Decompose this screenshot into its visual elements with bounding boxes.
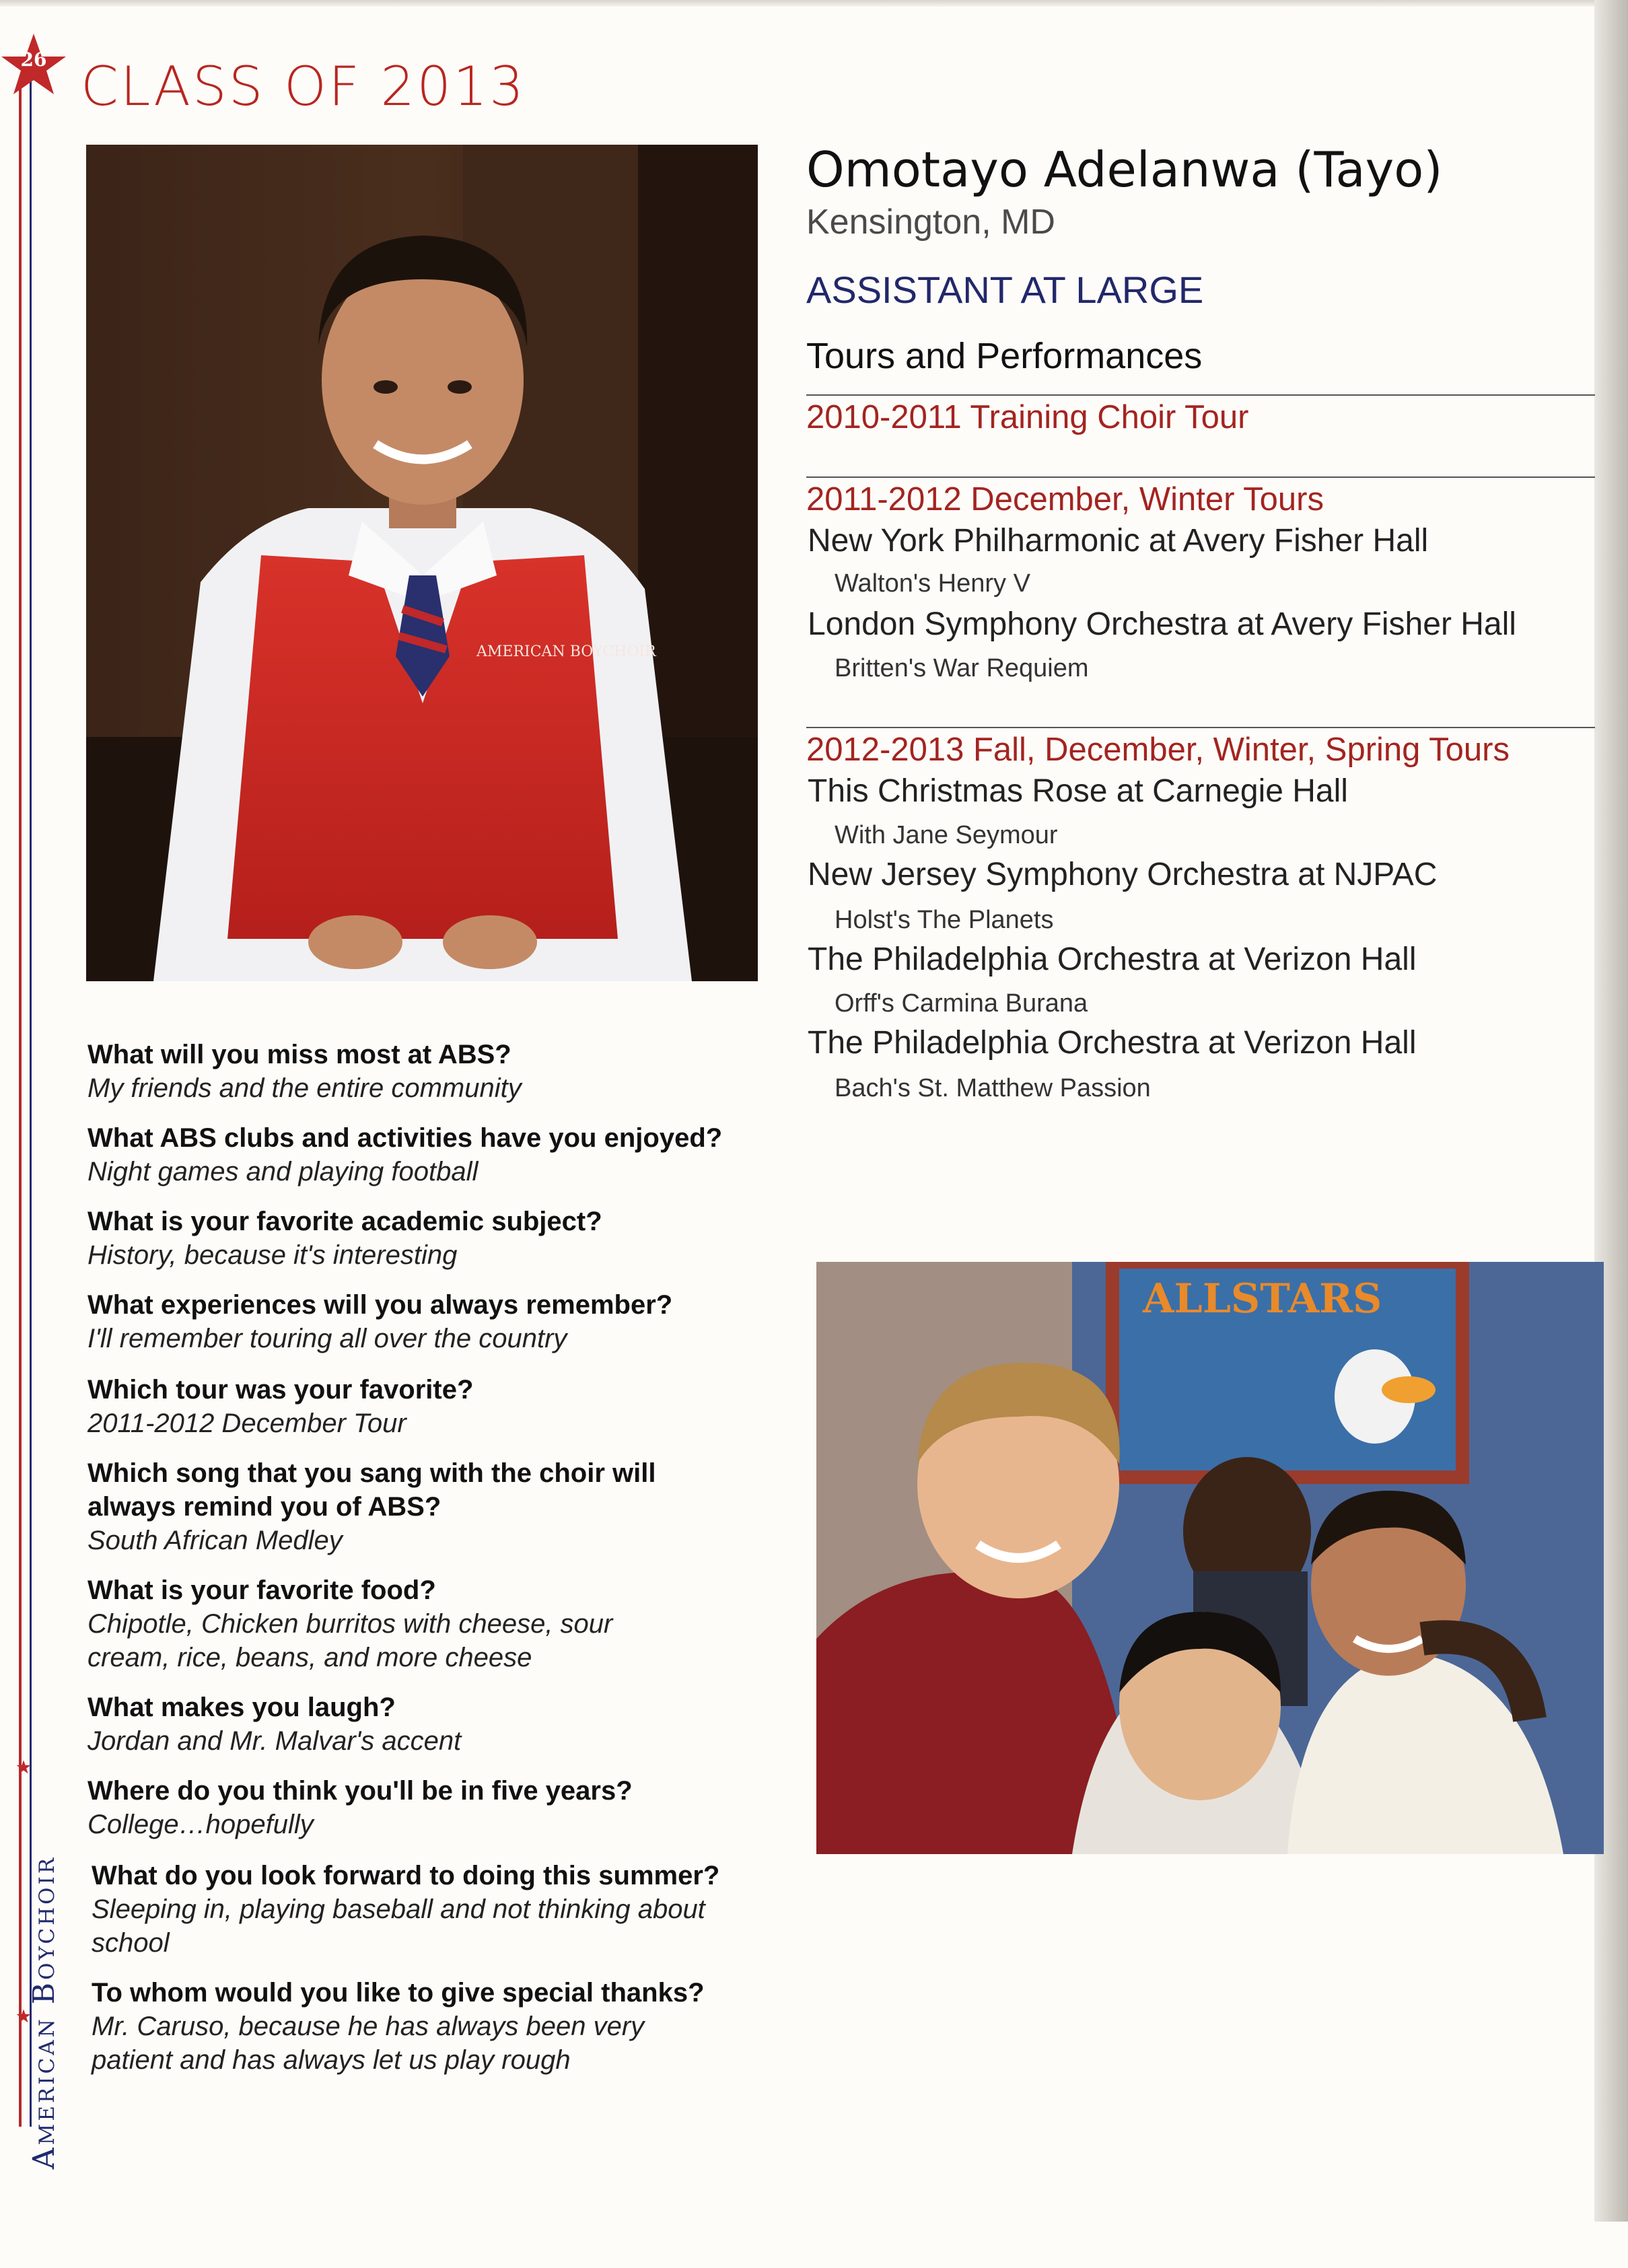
qa-item bbox=[87, 1121, 734, 1189]
qa-question: What will you miss most at ABS? bbox=[87, 1040, 511, 1069]
qa-answer: 2011-2012 December Tour bbox=[87, 1409, 406, 1438]
performance-detail: Walton's Henry V bbox=[835, 569, 1030, 598]
qa-item bbox=[87, 1456, 666, 1557]
qa-question: Which tour was your favorite? bbox=[87, 1375, 474, 1405]
qa-answer: Sleeping in, playing baseball and not thinking about school bbox=[92, 1894, 705, 1958]
qa-answer: College…hopefully bbox=[87, 1810, 314, 1839]
qa-question: What experiences will you always remember? bbox=[87, 1290, 673, 1320]
performance-title: New Jersey Symphony Orchestra at NJPAC bbox=[808, 857, 1438, 892]
qa-answer: Jordan and Mr. Malvar's accent bbox=[87, 1726, 462, 1756]
performance-detail: With Jane Seymour bbox=[835, 821, 1058, 849]
performance-title: New York Philharmonic at Avery Fisher Hall bbox=[808, 523, 1429, 559]
student-role: ASSISTANT AT LARGE bbox=[806, 269, 1204, 311]
qa-item bbox=[87, 1373, 734, 1440]
page-binding-shadow bbox=[1594, 0, 1628, 2222]
qa-question: What makes you laugh? bbox=[87, 1693, 396, 1722]
student-location: Kensington, MD bbox=[806, 203, 1055, 242]
performance-title: London Symphony Orchestra at Avery Fisher Hall bbox=[808, 606, 1516, 642]
qa-question: Which song that you sang with the choir will always remind you of ABS? bbox=[87, 1458, 656, 1522]
qa-answer: My friends and the entire community bbox=[87, 1073, 522, 1103]
performance-title: The Philadelphia Orchestra at Verizon Hall bbox=[808, 942, 1417, 977]
group-photo bbox=[816, 1262, 1604, 1854]
section-rule bbox=[806, 727, 1595, 728]
performance-title: This Christmas Rose at Carnegie Hall bbox=[808, 773, 1348, 809]
brand-text: American Boychoir bbox=[27, 1855, 61, 2170]
qa-answer: I'll remember touring all over the country bbox=[87, 1324, 567, 1353]
qa-answer: History, because it's interesting bbox=[87, 1240, 458, 1270]
qa-item bbox=[87, 1774, 734, 1841]
qa-answer: Mr. Caruso, because he has always been very patient and has always let us play rough bbox=[92, 2012, 645, 2075]
season-title: 2012-2013 Fall, December, Winter, Spring Tours bbox=[806, 732, 1510, 768]
qa-item bbox=[87, 1573, 700, 1674]
qa-question: What is your favorite food? bbox=[87, 1575, 436, 1605]
qa-item bbox=[87, 1288, 734, 1355]
section-rule bbox=[806, 476, 1595, 478]
qa-answer: Night games and playing football bbox=[87, 1157, 479, 1186]
qa-answer: South African Medley bbox=[87, 1526, 343, 1555]
margin-red-line bbox=[19, 81, 22, 2127]
section-rule bbox=[806, 394, 1595, 396]
student-name: Omotayo Adelanwa (Tayo) bbox=[806, 141, 1443, 198]
season-title: 2010-2011 Training Choir Tour bbox=[806, 399, 1249, 435]
performance-detail: Bach's St. Matthew Passion bbox=[835, 1074, 1151, 1102]
brand-star-icon bbox=[16, 1760, 31, 1775]
qa-item bbox=[87, 1691, 734, 1758]
qa-answer: Chipotle, Chicken burritos with cheese, sour cream, rice, beans, and more cheese bbox=[87, 1609, 613, 1672]
class-title: CLASS OF 2013 bbox=[81, 55, 526, 118]
qa-question: What ABS clubs and activities have you enjoyed? bbox=[87, 1123, 723, 1153]
qa-item bbox=[87, 1038, 734, 1105]
performance-detail: Britten's War Requiem bbox=[835, 654, 1089, 682]
performance-detail: Orff's Carmina Burana bbox=[835, 989, 1088, 1018]
page-top-edge bbox=[0, 0, 1628, 7]
qa-item bbox=[92, 1859, 731, 1960]
brand-star-icon bbox=[16, 2009, 31, 2024]
qa-item bbox=[87, 1205, 734, 1272]
portrait-photo bbox=[86, 145, 758, 981]
performance-title: The Philadelphia Orchestra at Verizon Hall bbox=[808, 1025, 1417, 1061]
tours-heading: Tours and Performances bbox=[806, 336, 1203, 376]
page-number: 26 bbox=[20, 48, 47, 71]
vest-logo: AMERICAN BOYCHOIR bbox=[476, 643, 656, 660]
qa-item bbox=[92, 1976, 731, 2077]
qa-question: Where do you think you'll be in five years? bbox=[87, 1776, 633, 1806]
poster-text: ALLSTARS bbox=[1143, 1275, 1382, 1322]
qa-question: What do you look forward to doing this summer? bbox=[92, 1861, 720, 1890]
group-illustration bbox=[816, 1262, 1604, 1854]
season-title: 2011-2012 December, Winter Tours bbox=[806, 481, 1324, 518]
performance-detail: Holst's The Planets bbox=[835, 906, 1054, 934]
vertical-brand bbox=[27, 1757, 67, 2268]
qa-question: What is your favorite academic subject? bbox=[87, 1207, 602, 1236]
qa-question: To whom would you like to give special thanks? bbox=[92, 1978, 705, 2008]
portrait-illustration bbox=[86, 145, 758, 981]
